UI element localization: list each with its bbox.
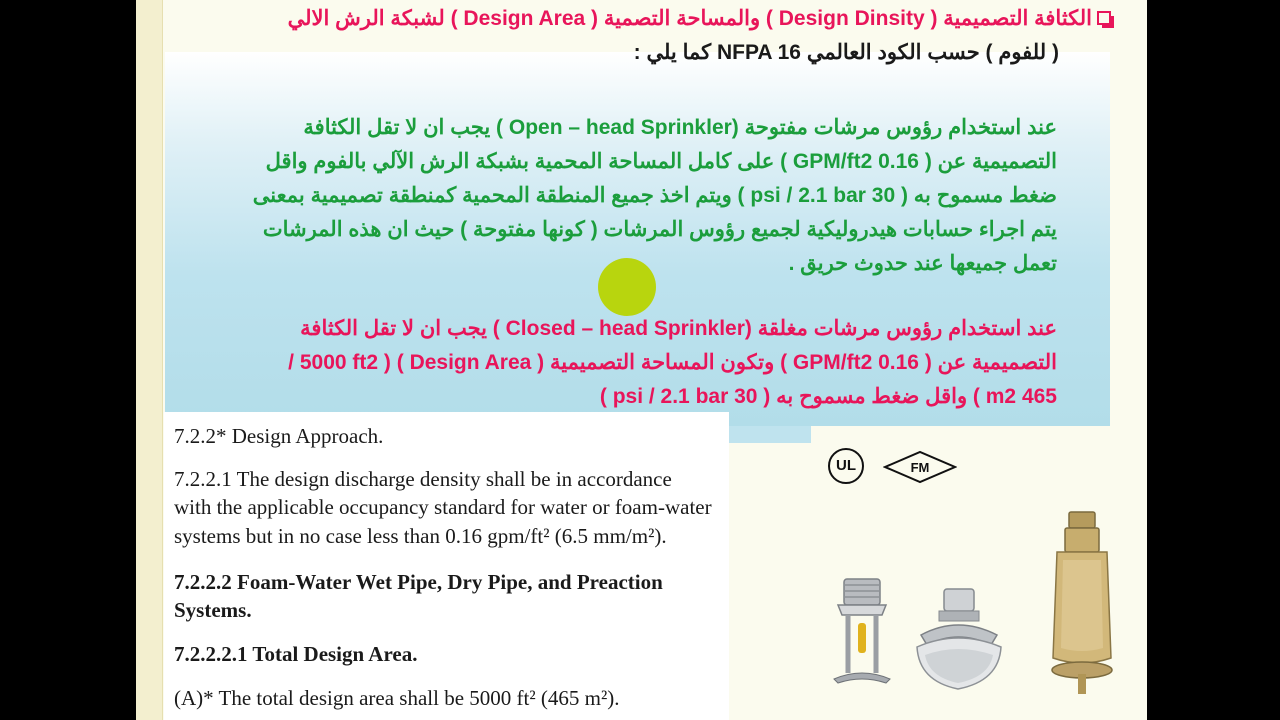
checkbox-bullet-icon bbox=[1097, 11, 1111, 25]
fm-logo-text: FM bbox=[910, 460, 930, 475]
brass-foam-sprinkler-icon bbox=[1041, 508, 1123, 700]
closed-head-line: التصميمية عن ( 0.16 GPM/ft2 ) وتكون المساحة التصميمية ( Design Area ) ( 5000 ft2 / bbox=[288, 351, 1057, 374]
closed-head-line: عند استخدام رؤوس مرشات مغلقة (Closed – head Sprinkler ) يجب ان لا تقل الكثافة bbox=[300, 317, 1057, 340]
pointer-dot bbox=[598, 258, 656, 316]
closed-head-line: 465 m2 ) واقل ضغط مسموح به ( 30 psi / 2.1 bar ) bbox=[599, 385, 1057, 408]
code-line: 7.2.2.2 Foam-Water Wet Pipe, Dry Pipe, and Preaction bbox=[174, 570, 663, 594]
pendent-sprinkler-icon bbox=[826, 575, 898, 695]
panel-tail bbox=[729, 426, 811, 443]
open-head-line: تعمل جميعها عند حدوث حريق . bbox=[788, 252, 1057, 275]
open-head-paragraph bbox=[187, 111, 1057, 281]
code-line: 7.2.2.2.1 Total Design Area. bbox=[174, 642, 418, 666]
slide bbox=[136, 0, 1147, 720]
open-head-line: يتم اجراء حسابات هيدروليكية لجميع رؤوس المرشات ( كونها مفتوحة ) حيث ان هذه المرشات bbox=[262, 218, 1057, 241]
code-heading: 7.2.2* Design Approach. bbox=[174, 424, 384, 448]
code-line: Systems. bbox=[174, 598, 252, 622]
code-line: with the applicable occupancy standard for water or foam-water bbox=[174, 495, 712, 519]
code-line: systems but in no case less than 0.16 gpm/ft² (6.5 mm/m²). bbox=[174, 524, 667, 548]
margin-band bbox=[136, 0, 162, 720]
code-line: (A)* The total design area shall be 5000 ft² (465 m²). bbox=[174, 686, 620, 710]
slide-title-line-1: الكثافة التصميمية ( Design Dinsity ) والمساحة التصمية ( Design Area ) لشبكة الرش الالي bbox=[287, 7, 1092, 30]
open-head-line: ضغط مسموح به ( 30 psi / 2.1 bar ) ويتم اخذ جميع المنطقة المحمية كمنطقة تصميمية بمعنى bbox=[252, 184, 1057, 207]
code-line: 7.2.2.1 The design discharge density shall be in accordance bbox=[174, 467, 672, 491]
margin-line bbox=[162, 0, 163, 720]
foam-water-sprinkler-icon bbox=[911, 585, 1006, 697]
closed-head-paragraph bbox=[187, 312, 1057, 414]
nfpa-code-excerpt bbox=[164, 412, 729, 720]
slide-title-line-2: ( للفوم ) حسب الكود العالمي NFPA 16 كما يلي : bbox=[633, 41, 1059, 64]
ul-listed-logo: UL bbox=[828, 448, 864, 484]
code-line bbox=[174, 424, 383, 449]
fm-approved-logo bbox=[883, 450, 957, 484]
open-head-line: عند استخدام رؤوس مرشات مفتوحة (Open – head Sprinkler ) يجب ان لا تقل الكثافة bbox=[303, 116, 1057, 139]
open-head-line: التصميمية عن ( 0.16 GPM/ft2 ) على كامل المساحة المحمية بشبكة الرش الآلي بالفوم واقل bbox=[265, 150, 1057, 173]
